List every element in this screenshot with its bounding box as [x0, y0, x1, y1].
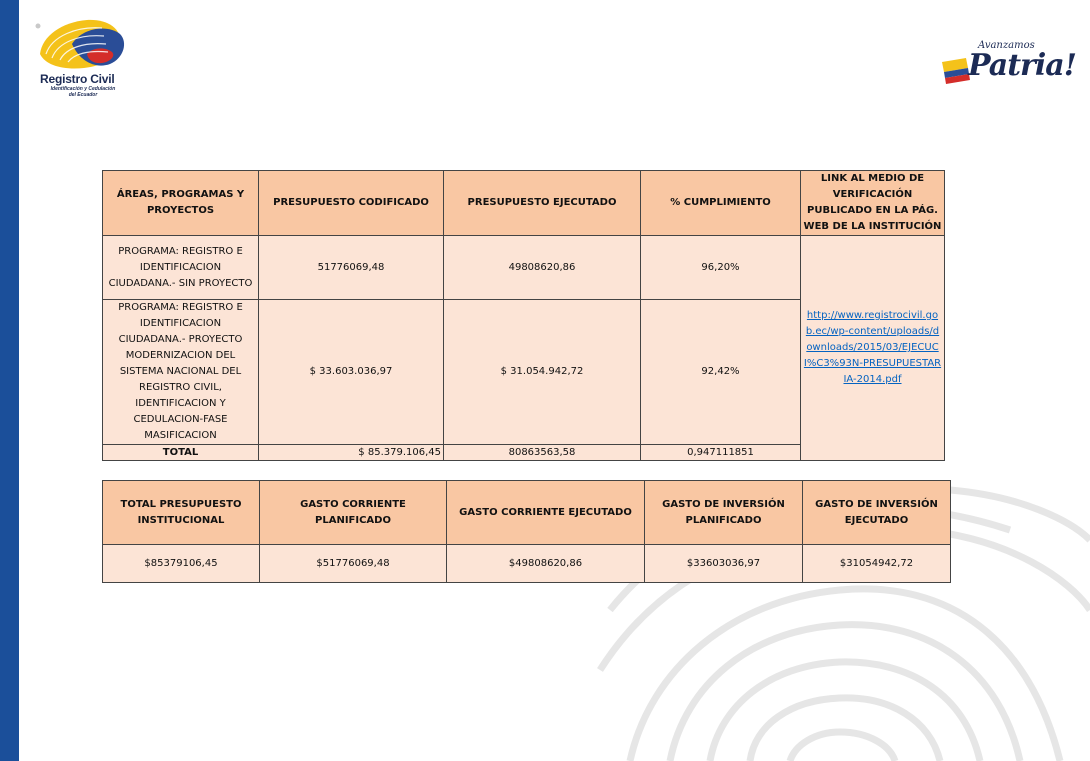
avanzamos-text: Avanzamos: [978, 40, 1035, 51]
table-row: [103, 545, 951, 583]
left-side-bar: [0, 0, 19, 761]
ecuador-flag-icon: [940, 56, 970, 86]
header-total-presupuesto: TOTAL PRESUPUESTO INSTITUCIONAL: [103, 481, 260, 545]
header-gasto-corriente-ejecutado: GASTO CORRIENTE EJECUTADO: [447, 481, 645, 545]
header-gasto-corriente-planificado: GASTO CORRIENTE PLANIFICADO: [260, 481, 447, 545]
row-area: PROGRAMA: REGISTRO E IDENTIFICACION CIUDADANA.- SIN PROYECTO: [103, 236, 259, 300]
total-ejecutado: 80863563,58: [444, 445, 641, 461]
header-cumplimiento: % CUMPLIMIENTO: [641, 171, 801, 236]
avanzamos-patria-logo: [940, 36, 1076, 88]
budget-summary-table: [102, 480, 951, 583]
value-gasto-inversion-planificado: $33603036,97: [645, 545, 803, 583]
value-gasto-inversion-ejecutado: $31054942,72: [803, 545, 951, 583]
header-areas: ÁREAS, PROGRAMAS Y PROYECTOS: [103, 171, 259, 236]
row-ejecutado: 49808620,86: [444, 236, 641, 300]
table-header-row: [103, 481, 951, 545]
verification-link[interactable]: http://www.registrocivil.gob.ec/wp-content/uploads/downloads/2015/03/EJECUCI%C3%93N-PRESUPUESTARIA-2014.pdf: [803, 310, 942, 385]
registro-civil-title: Registro Civil: [40, 72, 115, 86]
budget-programs-table: [102, 170, 945, 461]
patria-text: Patria!: [968, 48, 1076, 83]
total-label: TOTAL: [103, 445, 259, 461]
row-cumplimiento: 92,42%: [641, 300, 801, 445]
value-gasto-corriente-ejecutado: $49808620,86: [447, 545, 645, 583]
value-total-presupuesto: $85379106,45: [103, 545, 260, 583]
row-cumplimiento: 96,20%: [641, 236, 801, 300]
header-gasto-inversion-ejecutado: GASTO DE INVERSIÓN EJECUTADO: [803, 481, 951, 545]
header-link: LINK AL MEDIO DE VERIFICACIÓN PUBLICADO EN LA PÁG. WEB DE LA INSTITUCIÓN: [801, 171, 945, 236]
value-gasto-corriente-planificado: $51776069,48: [260, 545, 447, 583]
table-header-row: [103, 171, 945, 236]
total-cumplimiento: 0,947111851: [641, 445, 801, 461]
row-area: PROGRAMA: REGISTRO E IDENTIFICACION CIUDADANA.- PROYECTO MODERNIZACION DEL SISTEMA NACIONAL DEL REGISTRO CIVIL, IDENTIFICACION Y CEDULACION-FASE MASIFICACION: [103, 300, 259, 445]
header-presupuesto-codificado: PRESUPUESTO CODIFICADO: [259, 171, 444, 236]
row-codificado: $ 33.603.036,97: [259, 300, 444, 445]
verification-link-cell: [801, 236, 945, 461]
table-row: [103, 236, 945, 300]
header-presupuesto-ejecutado: PRESUPUESTO EJECUTADO: [444, 171, 641, 236]
registro-civil-subtitle: Identificación y Cedulación del Ecuador: [50, 86, 116, 98]
registro-civil-logo: [32, 14, 142, 114]
ecuador-map-fingerprint-icon: [32, 14, 142, 74]
total-codificado: $ 85.379.106,45: [259, 445, 444, 461]
row-codificado: 51776069,48: [259, 236, 444, 300]
header-gasto-inversion-planificado: GASTO DE INVERSIÓN PLANIFICADO: [645, 481, 803, 545]
row-ejecutado: $ 31.054.942,72: [444, 300, 641, 445]
